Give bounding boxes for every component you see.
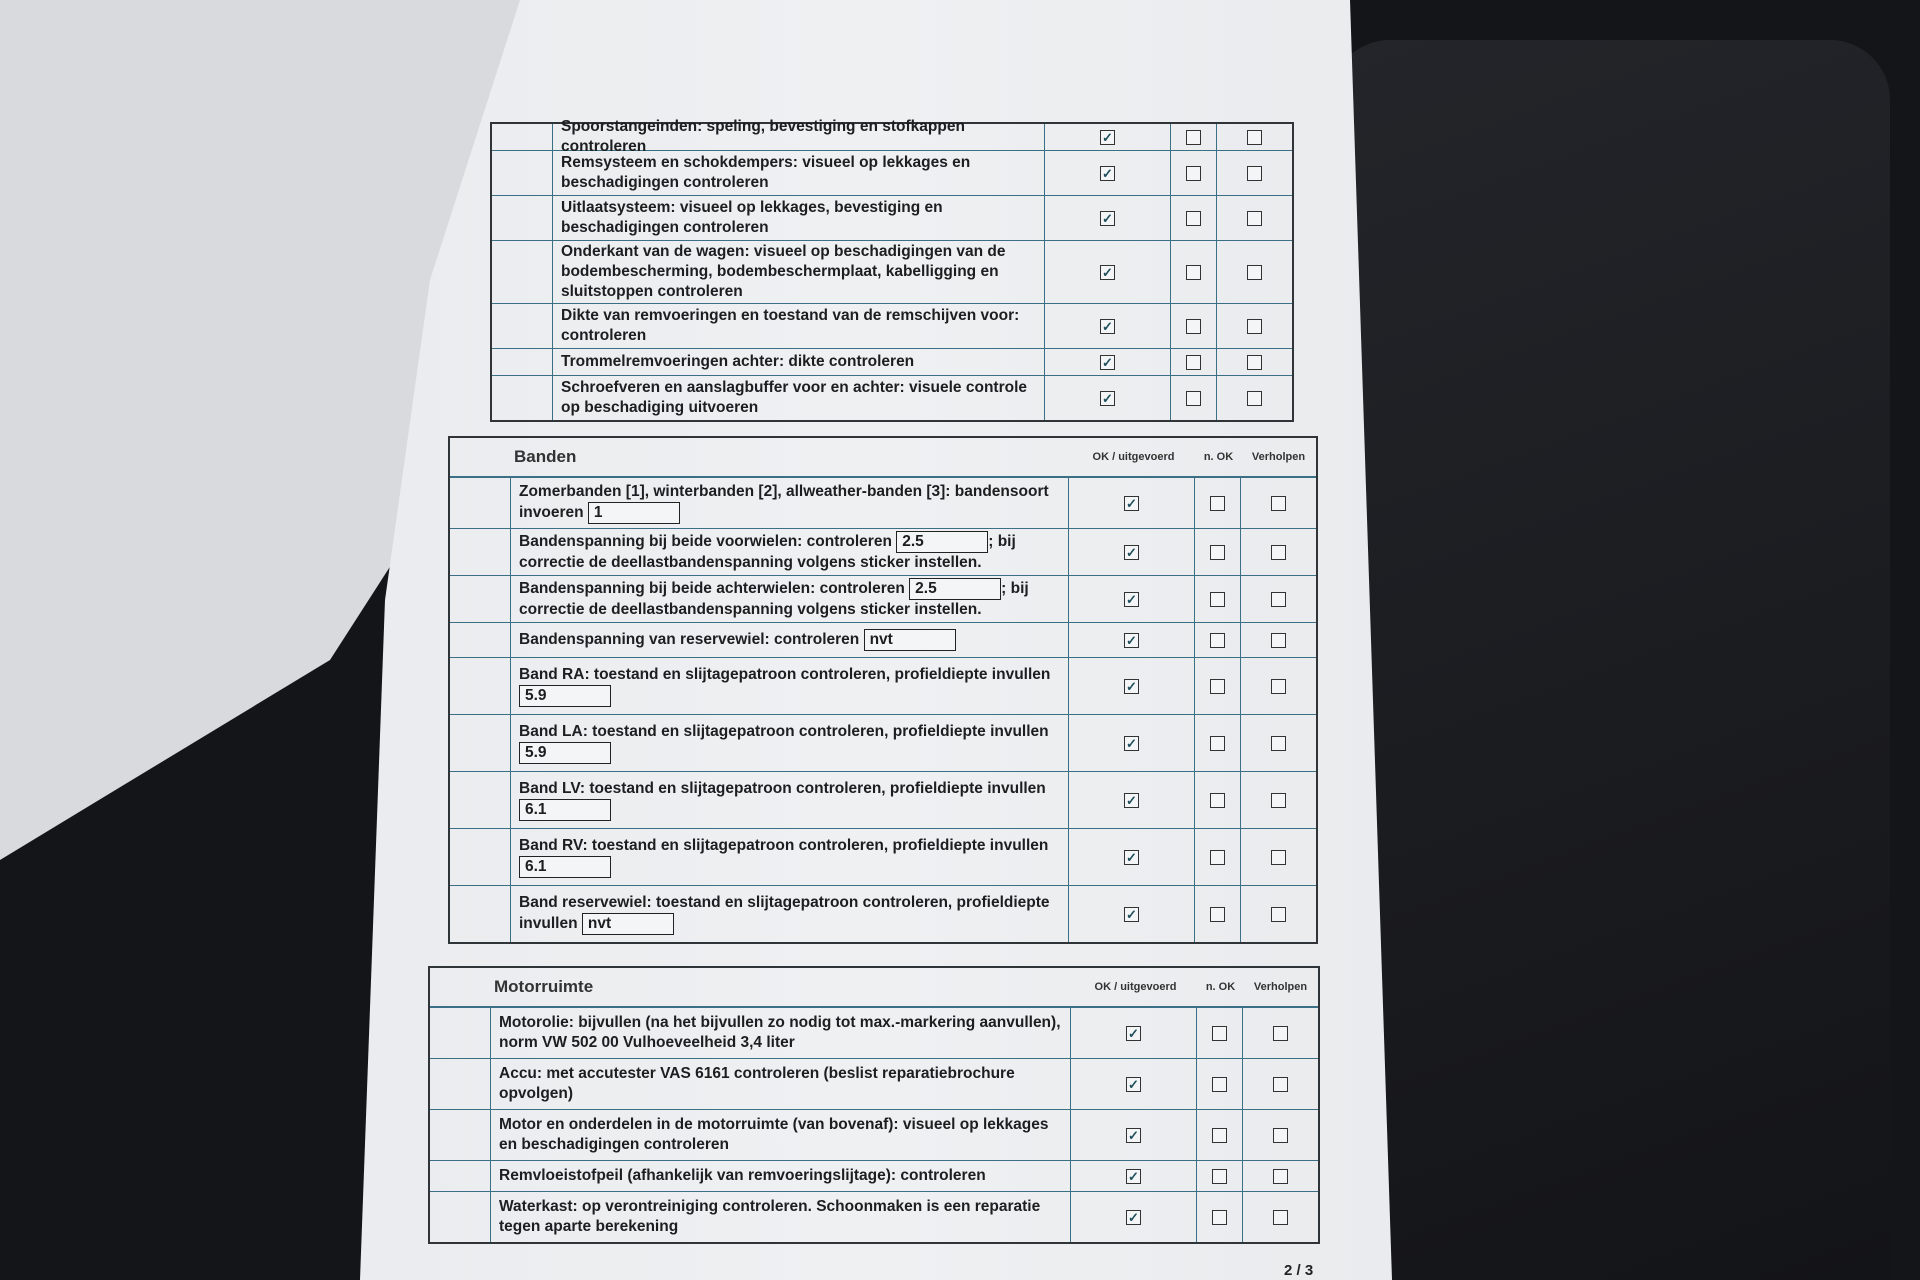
not-ok-checkbox[interactable] (1210, 679, 1225, 694)
row-label: Motorolie: bijvullen (na het bijvullen zo nodig tot max.-markering aanvullen), norm VW 502 00 Vulhoeveelheid 3,4 liter (499, 1014, 1061, 1051)
not-ok-checkbox[interactable] (1212, 1128, 1227, 1143)
row-suffix: ; bij correctie de deellastbandenspanning volgens sticker instellen. (519, 533, 1016, 571)
row-suffix: ; bij correctie de deellastbandenspanning volgens sticker instellen. (519, 580, 1029, 618)
not-ok-checkbox-cell (1171, 124, 1217, 150)
row-label: Motor en onderdelen in de motorruimte (van bovenaf): visueel op lekkages en beschadigingen controleren (499, 1116, 1049, 1153)
row-label: Remsysteem en schokdempers: visueel op lekkages en beschadigingen controleren (561, 154, 971, 191)
not-ok-checkbox-cell (1171, 349, 1217, 375)
row-text (511, 623, 1069, 657)
fixed-checkbox-cell (1217, 196, 1292, 240)
fixed-checkbox-cell (1241, 658, 1316, 714)
row-text (491, 1192, 1071, 1242)
ok-checkbox-cell (1071, 1192, 1197, 1242)
not-ok-checkbox[interactable] (1186, 166, 1201, 181)
value-field[interactable]: 5.9 (519, 685, 611, 707)
row-label: Zomerbanden [1], winterbanden [2], allweather-banden [3]: bandensoort invoeren (519, 483, 1049, 522)
ok-checkbox-cell (1045, 304, 1171, 348)
column-ok-header: OK / uitgevoerd (1094, 981, 1177, 993)
row-text (511, 829, 1069, 885)
fixed-checkbox[interactable] (1247, 391, 1262, 406)
ok-checkbox-cell (1069, 715, 1195, 771)
row-text (553, 304, 1045, 348)
row-text (511, 529, 1069, 575)
fixed-checkbox[interactable] (1273, 1169, 1288, 1184)
row-text (511, 478, 1069, 528)
check-icon: ✓ (1102, 318, 1113, 334)
ok-checkbox-cell (1069, 529, 1195, 575)
checklist-row (492, 241, 1292, 304)
fixed-checkbox[interactable] (1247, 211, 1262, 226)
fixed-checkbox[interactable] (1247, 319, 1262, 334)
ok-checkbox[interactable] (1100, 130, 1115, 145)
ok-checkbox[interactable] (1126, 1128, 1141, 1143)
check-icon: ✓ (1126, 906, 1137, 922)
ok-checkbox-cell (1045, 241, 1171, 303)
not-ok-checkbox-cell (1195, 478, 1241, 528)
checklist-row (492, 304, 1292, 349)
row-label: Schroefveren en aanslagbuffer voor en achter: visuele controle op beschadiging uitvoeren (561, 379, 1028, 416)
rows (430, 1008, 1318, 1242)
row-label: Uitlaatsysteem: visueel op lekkages, bevestiging en beschadigingen controleren (561, 199, 943, 236)
checklist-row (450, 478, 1316, 529)
row-text (511, 576, 1069, 622)
ok-checkbox-cell (1071, 1008, 1197, 1058)
not-ok-checkbox-cell (1171, 241, 1217, 303)
check-icon: ✓ (1102, 210, 1113, 226)
not-ok-checkbox-cell (1195, 715, 1241, 771)
fixed-checkbox[interactable] (1247, 130, 1262, 145)
checklist-row (450, 658, 1316, 715)
not-ok-checkbox-cell (1171, 376, 1217, 420)
ok-checkbox-cell (1069, 829, 1195, 885)
fixed-checkbox[interactable] (1273, 1026, 1288, 1041)
row-text (491, 1059, 1071, 1109)
row-label: Spoorstangeinden: speling, bevestiging en stofkappen controleren (561, 118, 965, 155)
ok-checkbox[interactable] (1124, 850, 1139, 865)
value-field[interactable]: nvt (864, 629, 956, 651)
checklist-row (450, 623, 1316, 658)
check-icon: ✓ (1126, 735, 1137, 751)
checklist-row (430, 1110, 1318, 1161)
row-text (491, 1008, 1071, 1058)
ok-checkbox-cell (1045, 124, 1171, 150)
check-icon: ✓ (1128, 1168, 1139, 1184)
not-ok-checkbox[interactable] (1186, 319, 1201, 334)
ok-checkbox[interactable] (1126, 1026, 1141, 1041)
row-margin (450, 715, 511, 771)
row-text (553, 349, 1045, 375)
row-margin (450, 576, 511, 622)
fixed-checkbox-cell (1217, 376, 1292, 420)
not-ok-checkbox-cell (1197, 1161, 1243, 1191)
check-icon: ✓ (1126, 849, 1137, 865)
ok-checkbox-cell (1069, 623, 1195, 657)
ok-checkbox-cell (1071, 1110, 1197, 1160)
ok-checkbox-cell (1045, 196, 1171, 240)
not-ok-checkbox[interactable] (1186, 130, 1201, 145)
checklist-row (430, 1192, 1318, 1242)
ok-checkbox[interactable] (1126, 1077, 1141, 1092)
row-margin (450, 658, 511, 714)
not-ok-checkbox-cell (1195, 529, 1241, 575)
checklist-row (492, 349, 1292, 376)
fixed-checkbox-cell (1243, 1008, 1318, 1058)
row-label: Band RA: toestand en slijtagepatroon controleren, profieldiepte invullen (519, 666, 1051, 683)
not-ok-checkbox[interactable] (1210, 907, 1225, 922)
ok-checkbox[interactable] (1126, 1210, 1141, 1225)
row-margin (492, 124, 553, 150)
row-label: Band LV: toestand en slijtagepatroon controleren, profieldiepte invullen (519, 780, 1046, 797)
checklist-row (450, 886, 1316, 942)
row-text (553, 151, 1045, 195)
row-text (553, 241, 1045, 303)
fixed-checkbox-cell (1241, 772, 1316, 828)
fixed-checkbox-cell (1241, 478, 1316, 528)
row-text (553, 196, 1045, 240)
check-icon: ✓ (1128, 1209, 1139, 1225)
ok-checkbox-cell (1069, 658, 1195, 714)
fixed-checkbox[interactable] (1271, 496, 1286, 511)
value-field[interactable]: 5.9 (519, 742, 611, 764)
section-title: Banden (514, 447, 577, 466)
row-margin (492, 349, 553, 375)
row-margin (450, 886, 511, 942)
fixed-checkbox-cell (1243, 1192, 1318, 1242)
value-field[interactable]: nvt (582, 913, 674, 935)
ok-checkbox-cell (1071, 1161, 1197, 1191)
row-margin (430, 1110, 491, 1160)
not-ok-checkbox-cell (1195, 623, 1241, 657)
fixed-checkbox-cell (1241, 623, 1316, 657)
not-ok-checkbox[interactable] (1186, 265, 1201, 280)
value-field[interactable]: 2.5 (909, 578, 1001, 600)
ok-checkbox-cell (1069, 576, 1195, 622)
row-margin (450, 529, 511, 575)
section-banden (448, 436, 1318, 944)
fixed-checkbox-cell (1241, 829, 1316, 885)
column-nok-header: n. OK (1203, 450, 1234, 463)
column-fixed-header: Verholpen (1253, 981, 1308, 993)
ok-checkbox[interactable] (1124, 736, 1139, 751)
row-label: Bandenspanning bij beide achterwielen: controleren (519, 580, 905, 598)
fixed-checkbox[interactable] (1271, 633, 1286, 648)
not-ok-checkbox-cell (1195, 886, 1241, 942)
row-text (511, 658, 1069, 714)
checklist-row (430, 1059, 1318, 1110)
ok-checkbox[interactable] (1124, 633, 1139, 648)
row-margin (450, 623, 511, 657)
section-title: Motorruimte (494, 977, 594, 996)
fixed-checkbox[interactable] (1271, 907, 1286, 922)
not-ok-checkbox-cell (1171, 304, 1217, 348)
fixed-checkbox[interactable] (1271, 850, 1286, 865)
check-icon: ✓ (1102, 390, 1113, 406)
fixed-checkbox-cell (1243, 1110, 1318, 1160)
ok-checkbox-cell (1045, 151, 1171, 195)
row-margin (430, 1008, 491, 1058)
ok-checkbox[interactable] (1124, 679, 1139, 694)
not-ok-checkbox[interactable] (1210, 850, 1225, 865)
fixed-checkbox-cell (1217, 304, 1292, 348)
checklist-row (450, 529, 1316, 576)
column-nok-header: n. OK (1205, 980, 1236, 993)
check-icon: ✓ (1126, 591, 1137, 607)
check-icon: ✓ (1126, 792, 1137, 808)
not-ok-checkbox[interactable] (1210, 736, 1225, 751)
ok-checkbox[interactable] (1124, 592, 1139, 607)
not-ok-checkbox[interactable] (1186, 211, 1201, 226)
not-ok-checkbox[interactable] (1212, 1026, 1227, 1041)
fixed-checkbox[interactable] (1271, 545, 1286, 560)
not-ok-checkbox[interactable] (1210, 592, 1225, 607)
ok-checkbox-cell (1045, 349, 1171, 375)
row-margin (430, 1192, 491, 1242)
fixed-checkbox-cell (1243, 1161, 1318, 1191)
row-text (511, 715, 1069, 771)
row-margin (492, 376, 553, 420)
column-fixed-header: Verholpen (1251, 451, 1306, 463)
fixed-checkbox[interactable] (1271, 592, 1286, 607)
checklist-row (450, 829, 1316, 886)
row-text (553, 376, 1045, 420)
check-icon: ✓ (1102, 264, 1113, 280)
check-icon: ✓ (1126, 632, 1137, 648)
row-margin (450, 772, 511, 828)
row-text (491, 1161, 1071, 1191)
page-number: 2 / 3 (1284, 1262, 1314, 1279)
checklist-row (450, 772, 1316, 829)
row-label: Bandenspanning bij beide voorwielen: controleren (519, 533, 892, 551)
section-top (490, 118, 1294, 422)
fixed-checkbox-cell (1241, 715, 1316, 771)
row-label: Waterkast: op verontreiniging controleren. Schoonmaken is een reparatie tegen aparte berekening (499, 1198, 1041, 1235)
not-ok-checkbox-cell (1197, 1110, 1243, 1160)
check-icon: ✓ (1126, 678, 1137, 694)
fixed-checkbox[interactable] (1271, 793, 1286, 808)
not-ok-checkbox-cell (1197, 1059, 1243, 1109)
ok-checkbox[interactable] (1100, 166, 1115, 181)
fixed-checkbox[interactable] (1247, 265, 1262, 280)
value-field[interactable]: 6.1 (519, 799, 611, 821)
value-field[interactable]: 2.5 (896, 531, 988, 553)
row-text (511, 886, 1069, 942)
fixed-checkbox-cell (1217, 241, 1292, 303)
value-field[interactable]: 6.1 (519, 856, 611, 878)
not-ok-checkbox-cell (1195, 576, 1241, 622)
section-header (450, 438, 1316, 478)
row-label: Trommelremvoeringen achter: dikte controleren (561, 353, 915, 370)
fixed-checkbox-cell (1241, 576, 1316, 622)
not-ok-checkbox[interactable] (1212, 1169, 1227, 1184)
checklist-row (492, 196, 1292, 241)
ok-checkbox[interactable] (1100, 265, 1115, 280)
row-label: Accu: met accutester VAS 6161 controleren (beslist reparatiebrochure opvolgen) (499, 1065, 1015, 1102)
row-margin (492, 151, 553, 195)
fixed-checkbox-cell (1217, 349, 1292, 375)
row-text (553, 118, 1045, 155)
fixed-checkbox[interactable] (1273, 1128, 1288, 1143)
fixed-checkbox[interactable] (1247, 166, 1262, 181)
row-label: Band LA: toestand en slijtagepatroon controleren, profieldiepte invullen (519, 723, 1049, 740)
background-seat (1330, 40, 1890, 1280)
rows (450, 478, 1316, 942)
checklist-row (492, 118, 1292, 155)
not-ok-checkbox[interactable] (1212, 1077, 1227, 1092)
not-ok-checkbox[interactable] (1210, 496, 1225, 511)
not-ok-checkbox[interactable] (1210, 793, 1225, 808)
section-header (430, 968, 1318, 1008)
row-label: Band RV: toestand en slijtagepatroon controleren, profieldiepte invullen (519, 837, 1049, 854)
fixed-checkbox[interactable] (1247, 355, 1262, 370)
row-text (511, 772, 1069, 828)
checklist-row (492, 376, 1292, 420)
ok-checkbox[interactable] (1100, 355, 1115, 370)
checklist-row (450, 576, 1316, 623)
ok-checkbox[interactable] (1100, 319, 1115, 334)
check-icon: ✓ (1128, 1076, 1139, 1092)
check-icon: ✓ (1126, 544, 1137, 560)
row-margin (430, 1059, 491, 1109)
ok-checkbox-cell (1045, 376, 1171, 420)
not-ok-checkbox[interactable] (1210, 633, 1225, 648)
section-motorruimte (428, 966, 1320, 1244)
check-icon: ✓ (1128, 1127, 1139, 1143)
not-ok-checkbox-cell (1195, 658, 1241, 714)
row-label: Band reservewiel: toestand en slijtagepatroon controleren, profieldiepte invullen (519, 894, 1050, 933)
ok-checkbox[interactable] (1124, 907, 1139, 922)
value-field[interactable]: 1 (588, 502, 680, 524)
check-icon: ✓ (1102, 354, 1113, 370)
check-icon: ✓ (1102, 129, 1113, 145)
fixed-checkbox[interactable] (1273, 1077, 1288, 1092)
check-icon: ✓ (1128, 1025, 1139, 1041)
row-label: Dikte van remvoeringen en toestand van de remschijven voor: controleren (561, 307, 1020, 344)
checklist-row (492, 151, 1292, 196)
ok-checkbox-cell (1069, 478, 1195, 528)
column-ok-header: OK / uitgevoerd (1092, 451, 1175, 463)
fixed-checkbox[interactable] (1271, 736, 1286, 751)
check-icon: ✓ (1126, 495, 1137, 511)
not-ok-checkbox[interactable] (1186, 391, 1201, 406)
ok-checkbox-cell (1071, 1059, 1197, 1109)
not-ok-checkbox-cell (1197, 1192, 1243, 1242)
ok-checkbox-cell (1069, 772, 1195, 828)
not-ok-checkbox[interactable] (1186, 355, 1201, 370)
fixed-checkbox-cell (1217, 124, 1292, 150)
not-ok-checkbox[interactable] (1212, 1210, 1227, 1225)
ok-checkbox[interactable] (1124, 793, 1139, 808)
fixed-checkbox-cell (1217, 151, 1292, 195)
fixed-checkbox[interactable] (1273, 1210, 1288, 1225)
not-ok-checkbox-cell (1171, 151, 1217, 195)
ok-checkbox[interactable] (1100, 391, 1115, 406)
not-ok-checkbox[interactable] (1210, 545, 1225, 560)
check-icon: ✓ (1102, 165, 1113, 181)
fixed-checkbox[interactable] (1271, 679, 1286, 694)
row-margin (450, 829, 511, 885)
fixed-checkbox-cell (1241, 529, 1316, 575)
ok-checkbox[interactable] (1124, 545, 1139, 560)
row-text (491, 1110, 1071, 1160)
not-ok-checkbox-cell (1171, 196, 1217, 240)
not-ok-checkbox-cell (1195, 829, 1241, 885)
row-margin (492, 304, 553, 348)
row-label: Onderkant van de wagen: visueel op beschadigingen van de bodembescherming, bodembeschermplaat, kabelligging en sluitstoppen controleren (561, 243, 1006, 300)
ok-checkbox[interactable] (1124, 496, 1139, 511)
checklist-row (430, 1008, 1318, 1059)
not-ok-checkbox-cell (1195, 772, 1241, 828)
ok-checkbox[interactable] (1100, 211, 1115, 226)
checklist-row (450, 715, 1316, 772)
row-label: Bandenspanning van reservewiel: controleren (519, 631, 860, 649)
row-margin (492, 196, 553, 240)
fixed-checkbox-cell (1243, 1059, 1318, 1109)
row-margin (450, 478, 511, 528)
row-label: Remvloeistofpeil (afhankelijk van remvoeringslijtage): controleren (499, 1167, 986, 1184)
fixed-checkbox-cell (1241, 886, 1316, 942)
row-margin (492, 241, 553, 303)
checklist-row (430, 1161, 1318, 1192)
not-ok-checkbox-cell (1197, 1008, 1243, 1058)
ok-checkbox-cell (1069, 886, 1195, 942)
ok-checkbox[interactable] (1126, 1169, 1141, 1184)
row-margin (430, 1161, 491, 1191)
